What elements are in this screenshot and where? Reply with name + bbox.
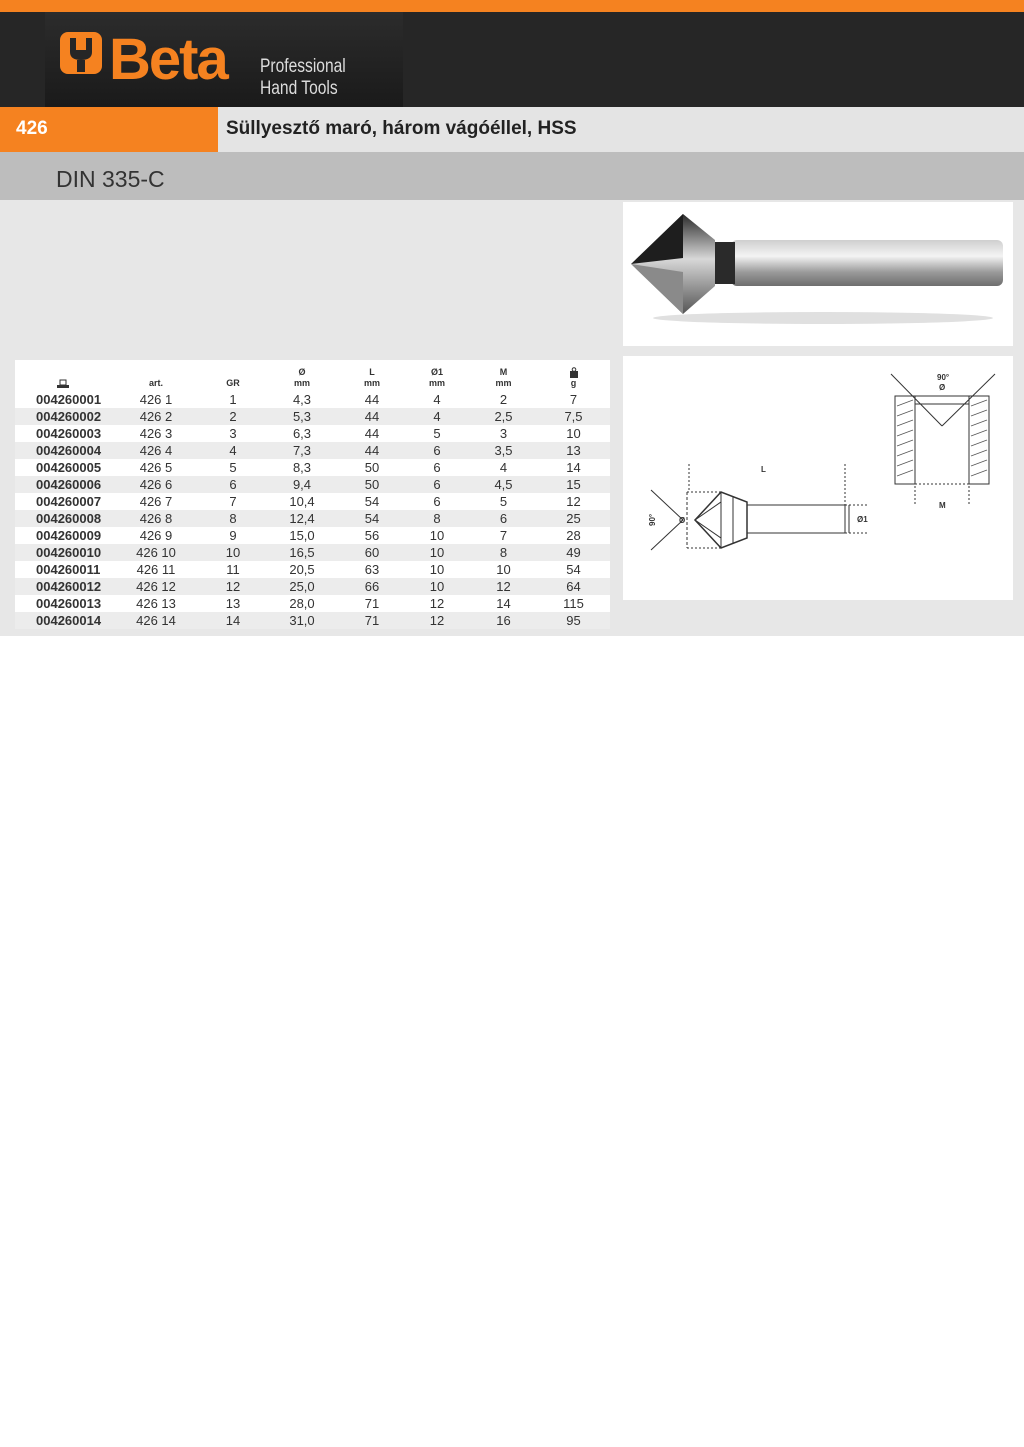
table-cell: 6 xyxy=(404,442,470,459)
dimension-diagram xyxy=(623,356,1013,600)
table-cell: 15,0 xyxy=(289,528,315,543)
table-cell: 6 xyxy=(202,476,264,493)
weight-icon xyxy=(569,367,579,378)
table-cell: 10 xyxy=(202,544,264,561)
table-cell: 6,3 xyxy=(292,426,312,441)
product-title-bar xyxy=(0,107,1024,152)
table-cell: 10 xyxy=(566,426,581,441)
order-code-cell: 004260012 xyxy=(15,578,110,595)
table-cell: 50 xyxy=(340,476,404,493)
table-cell: 64 xyxy=(537,578,610,595)
technical-drawing xyxy=(623,356,1013,600)
table-row xyxy=(15,476,610,493)
table-cell: 9 xyxy=(229,528,237,543)
table-cell: 13 xyxy=(225,596,241,611)
table-cell: 12 xyxy=(404,612,470,629)
table-row xyxy=(15,595,610,612)
table-cell: 5,3 xyxy=(264,408,340,425)
table-row xyxy=(15,544,610,561)
table-cell: 3 xyxy=(499,426,508,441)
table-cell: 3,5 xyxy=(470,442,537,459)
table-cell: 2 xyxy=(499,392,508,407)
order-code-icon xyxy=(56,379,70,389)
table-cell: 7,3 xyxy=(264,442,340,459)
table-cell: 426 4 xyxy=(110,442,202,459)
table-cell: 2,5 xyxy=(470,408,537,425)
column-header xyxy=(264,360,340,391)
angle-left-label: 90° xyxy=(648,513,657,526)
column-header-unit: mm xyxy=(363,378,380,388)
table-cell: 10 xyxy=(496,562,511,577)
table-header-row xyxy=(15,360,610,391)
order-code-cell: 004260004 xyxy=(15,442,110,459)
table-cell: 10 xyxy=(404,578,470,595)
table-cell: 4,5 xyxy=(470,476,537,493)
column-header-symbol: Ø1 xyxy=(430,367,443,377)
table-cell: 7 xyxy=(499,528,508,543)
table-row xyxy=(15,578,610,595)
order-code-cell: 004260009 xyxy=(36,528,102,543)
table-cell: 28 xyxy=(566,528,581,543)
table-cell: 12 xyxy=(202,578,264,595)
table-cell: 44 xyxy=(340,442,404,459)
table-cell: 12,4 xyxy=(264,510,340,527)
table-cell: 44 xyxy=(340,408,404,425)
table-cell: 8,3 xyxy=(292,460,312,475)
table-cell: 28,0 xyxy=(289,596,315,611)
column-header-symbol: Ø xyxy=(298,367,306,377)
top-accent-strip xyxy=(0,0,1024,12)
table-cell: 12 xyxy=(470,578,537,595)
table-cell: 60 xyxy=(340,544,404,561)
table-cell: 31,0 xyxy=(264,612,340,629)
column-header-unit: g xyxy=(570,378,577,388)
table-cell: 95 xyxy=(537,612,610,629)
table-cell: 7 xyxy=(569,392,578,407)
table-cell: 6 xyxy=(404,476,470,493)
order-code-cell: 004260006 xyxy=(15,476,110,493)
product-code: 426 xyxy=(16,118,48,139)
table-cell: 426 2 xyxy=(110,408,202,425)
column-header-symbol: L xyxy=(369,367,375,377)
column-header-symbol: M xyxy=(499,367,508,377)
m-label: M xyxy=(939,501,946,510)
table-cell: 4,3 xyxy=(292,392,312,407)
column-header-unit: mm xyxy=(495,378,512,388)
order-code-cell: 004260008 xyxy=(15,510,110,527)
table-cell: 426 14 xyxy=(110,612,202,629)
table-cell: 4 xyxy=(433,392,441,407)
table-cell: 5 xyxy=(433,426,441,441)
order-code-cell: 004260007 xyxy=(36,494,102,509)
table-cell: 426 6 xyxy=(110,476,202,493)
table-cell: 426 3 xyxy=(139,426,173,441)
table-cell: 49 xyxy=(537,544,610,561)
table-cell: 426 9 xyxy=(139,528,173,543)
order-code-cell: 004260001 xyxy=(36,392,102,407)
table-cell: 13 xyxy=(537,442,610,459)
angle-right-label: 90° xyxy=(937,373,950,382)
order-code-cell: 004260002 xyxy=(15,408,110,425)
table-cell: 54 xyxy=(364,494,380,509)
diameter1-label: Ø1 xyxy=(857,515,868,524)
order-code-cell: 004260014 xyxy=(15,612,110,629)
column-header-unit: GR xyxy=(226,378,240,388)
header xyxy=(0,12,1024,107)
table-cell: 5 xyxy=(229,460,237,475)
column-header xyxy=(15,360,110,391)
column-header-symbol xyxy=(202,367,264,378)
table-cell: 426 7 xyxy=(139,494,173,509)
table-cell: 10 xyxy=(429,528,445,543)
table-cell: 16,5 xyxy=(264,544,340,561)
countersink-photo-icon xyxy=(623,202,1013,346)
table-cell: 71 xyxy=(364,596,380,611)
table-cell: 50 xyxy=(364,460,380,475)
table-row xyxy=(15,425,610,442)
standard-label: DIN 335-C xyxy=(56,166,165,192)
table-row xyxy=(15,408,610,425)
table-cell: 14 xyxy=(566,460,581,475)
table-cell: 14 xyxy=(496,596,511,611)
product-photo xyxy=(623,202,1013,346)
table-cell: 56 xyxy=(364,528,380,543)
table-row xyxy=(15,493,610,510)
diameter-right-label: Ø xyxy=(939,383,946,392)
table-cell: 8 xyxy=(470,544,537,561)
wrench-logo-icon xyxy=(58,30,104,76)
table-cell: 3 xyxy=(229,426,237,441)
table-cell: 426 12 xyxy=(110,578,202,595)
table-cell: 426 11 xyxy=(136,562,176,577)
column-header xyxy=(470,360,537,391)
table-cell: 44 xyxy=(364,426,380,441)
length-label: L xyxy=(761,465,766,474)
table-cell: 4 xyxy=(404,408,470,425)
table-row xyxy=(15,459,610,476)
table-cell: 10,4 xyxy=(289,494,315,509)
brand-tagline: Professional Hand Tools xyxy=(260,56,346,99)
table-cell: 15 xyxy=(537,476,610,493)
column-header xyxy=(340,360,404,391)
table-body xyxy=(15,391,610,629)
table-cell: 8 xyxy=(202,510,264,527)
table-cell: 66 xyxy=(340,578,404,595)
table-cell: 6 xyxy=(433,494,441,509)
order-code-cell: 004260011 xyxy=(36,562,101,577)
table-cell: 25 xyxy=(537,510,610,527)
column-header xyxy=(202,360,264,391)
column-header xyxy=(537,360,610,391)
order-code-cell: 004260005 xyxy=(36,460,102,475)
table-cell: 115 xyxy=(563,596,584,611)
table-row xyxy=(15,612,610,629)
table-cell: 20,5 xyxy=(289,562,315,577)
column-header-unit: art. xyxy=(148,378,163,388)
brand-name: Beta xyxy=(109,27,227,92)
table-cell: 7,5 xyxy=(537,408,610,425)
table-cell: 426 8 xyxy=(110,510,202,527)
table-cell: 426 1 xyxy=(139,392,173,407)
table-cell: 54 xyxy=(566,562,581,577)
table-cell: 1 xyxy=(229,392,237,407)
table-cell: 426 5 xyxy=(139,460,173,475)
column-header-unit: mm xyxy=(293,378,310,388)
product-code-box xyxy=(0,107,218,152)
table-row xyxy=(15,391,610,408)
table-cell: 6 xyxy=(433,460,441,475)
table-cell: 5 xyxy=(499,494,508,509)
table-cell: 16 xyxy=(470,612,537,629)
table-row xyxy=(15,442,610,459)
brand-logo xyxy=(45,12,403,107)
table-row xyxy=(15,510,610,527)
table-cell: 4 xyxy=(202,442,264,459)
order-code-cell: 004260013 xyxy=(36,596,102,611)
table-cell: 10 xyxy=(429,562,445,577)
standard-bar xyxy=(0,152,1024,200)
table-cell: 25,0 xyxy=(264,578,340,595)
order-code-cell: 004260003 xyxy=(36,426,102,441)
table-cell: 12 xyxy=(429,596,445,611)
table-cell: 10 xyxy=(404,544,470,561)
table-cell: 9,4 xyxy=(264,476,340,493)
table-cell: 63 xyxy=(364,562,380,577)
table-row xyxy=(15,561,610,578)
table-row xyxy=(15,527,610,544)
table-cell: 4 xyxy=(499,460,508,475)
order-code-cell: 004260010 xyxy=(15,544,110,561)
table-cell: 44 xyxy=(364,392,380,407)
table-cell: 6 xyxy=(470,510,537,527)
table-cell: 426 13 xyxy=(136,596,176,611)
column-header-symbol xyxy=(110,367,202,378)
table-cell: 54 xyxy=(340,510,404,527)
table-cell: 8 xyxy=(404,510,470,527)
product-title: Süllyesztő maró, három vágóéllel, HSS xyxy=(226,118,577,139)
column-header xyxy=(404,360,470,391)
table-cell: 71 xyxy=(340,612,404,629)
table-cell: 426 10 xyxy=(110,544,202,561)
table-cell: 14 xyxy=(202,612,264,629)
column-header xyxy=(110,360,202,391)
diameter-label: Ø xyxy=(679,516,686,525)
table-cell: 11 xyxy=(226,562,240,577)
spec-table xyxy=(15,360,610,629)
table-cell: 2 xyxy=(202,408,264,425)
table-cell: 12 xyxy=(566,494,581,509)
table-cell: 7 xyxy=(229,494,237,509)
spec-table-container xyxy=(15,360,610,629)
column-header-unit: mm xyxy=(428,378,445,388)
